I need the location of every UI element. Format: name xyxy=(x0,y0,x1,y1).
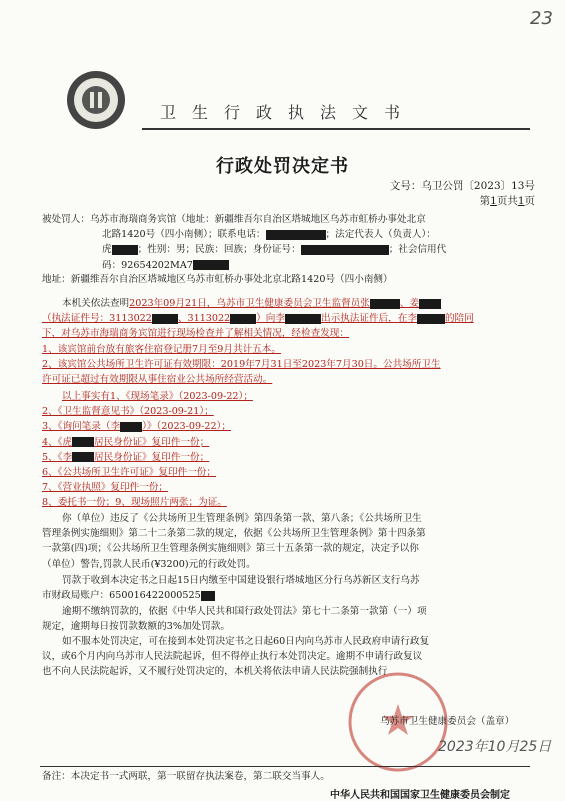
late-fee-section xyxy=(42,604,534,634)
header-divider xyxy=(142,128,530,130)
appeal-section xyxy=(42,634,534,680)
evidence-item-4: 4、《虎 居民身份证》复印件一份； xyxy=(42,436,210,448)
evidence-item-8: 8、委托书一份；9、现场照片两张；为证。 xyxy=(42,497,227,509)
evidence-section xyxy=(42,389,534,511)
document-number: 文号：乌卫公罚〔2023〕13号 xyxy=(389,180,535,192)
redaction xyxy=(266,230,326,240)
redaction xyxy=(230,314,256,324)
handwritten-date: 2023年10月25日 xyxy=(438,739,552,755)
footer-divider xyxy=(40,766,530,767)
issuing-authority: 乌苏市卫生健康委员会（盖章） xyxy=(380,716,515,727)
appeal-line-3: 也不向人民法院起诉，又不履行处罚决定的，本机关将依法申请人民法院强制执行 xyxy=(42,666,388,678)
evidence-item-3: 3、《询问笔录（李 ）》（2023-09-22）； xyxy=(42,421,231,433)
redaction xyxy=(72,437,94,447)
address-line: 地址：新疆维吾尔自治区塔城地区乌苏市虹桥办事处北京北路1420号（四小南侧） xyxy=(42,274,393,285)
finding-1: 1、该宾馆前台放有旅客住宿登记册7月至9月共计五本。 xyxy=(42,343,281,355)
bottom-issuer: 中华人民共和国国家卫生健康委员会制定 xyxy=(330,790,510,801)
decision-line-4: （单位）警告,罚款人民币(¥3200)元的行政处罚。 xyxy=(42,558,256,570)
facts-line-1: 本机关依法查明2023年09月21日，乌苏市卫生健康委员会卫生监督员张 、姜 xyxy=(42,296,534,311)
footer-note: 备注：本决定书一式两联，第一联留存执法案卷，第二联交当事人。 xyxy=(42,771,330,782)
facts-line-2: （执法证件号：3113022 、3113022 ）向李 出示执法证件后，在李 的陪同 xyxy=(42,313,474,325)
evidence-item-2: 2、《卫生监督意见书》（2023-09-21）； xyxy=(42,406,214,418)
party-line-2: 北路1420号（四小南侧）；联系电话： ；法定代表人（负责人）： xyxy=(102,229,436,241)
appeal-line-1: 如不服本处罚决定，可在接到本处罚决定书之日起60日内向乌苏市人民政府申请行政复 xyxy=(62,636,430,647)
redaction xyxy=(120,422,142,432)
redaction xyxy=(112,245,138,255)
redaction xyxy=(301,245,389,255)
redaction xyxy=(193,260,229,270)
redaction xyxy=(285,314,321,324)
header-title: 卫生行政执法文书 xyxy=(160,103,417,122)
decision-line-1: 你（单位）违反了《公共场所卫生管理条例》第四条第一款、第八条；《公共场所卫生 xyxy=(62,513,422,524)
document-title: 行政处罚决定书 xyxy=(216,156,349,177)
late-line-1: 逾期不缴纳罚款的，依据《中华人民共和国行政处罚法》第七十二条第一款第（一）项 xyxy=(62,606,427,617)
party-line-3: 虎 ；性别：男；民族：回族；身份证号： ；社会信用代 xyxy=(102,244,447,256)
decision-section xyxy=(42,511,534,572)
redaction xyxy=(201,591,215,601)
redaction xyxy=(417,314,445,324)
evidence-item-5: 5、《李 居民身份证》复印件一份； xyxy=(42,451,210,463)
facts-line-3: 下，对乌苏市海瑞商务宾馆进行现场检查并了解相关情况，经检查发现： xyxy=(42,328,349,340)
evidence-item-6: 6、《公共场所卫生许可证》复印件一份； xyxy=(42,467,216,479)
redaction xyxy=(370,299,400,309)
late-line-2: 规定，逾期每日按罚款数额的3%加处罚款。 xyxy=(42,621,230,633)
appeal-line-2: 议，或6个月内向乌苏市人民法院起诉，但不得停止执行本处罚决定。逾期不申请行政复议 xyxy=(42,651,423,663)
decision-line-2: 管理条例实施细则》第二十二条第二款的规定，依据《公共场所卫生管理条例》第十四条第 xyxy=(42,528,426,540)
evidence-intro: 以上事实有1、《现场笔录》（2023-09-22）； xyxy=(62,391,253,402)
payment-line-1: 罚款于收到本决定书之日起15日内缴至中国建设银行塔城地区分行乌苏新区支行乌苏 xyxy=(62,575,420,586)
finding-2a: 2、该宾馆公共场所卫生许可证有效期限：2019年7月31日至2023年7月30日。公共场所卫生 xyxy=(42,358,441,370)
party-info xyxy=(42,212,532,273)
finding-2b: 许可证已超过有效期限从事住宿业公共场所经营活动。 xyxy=(42,374,273,386)
payment-line-2: 市财政局账户：650016422000525 xyxy=(42,588,534,603)
decision-line-3: 一款第(四)项；《公共场所卫生管理条例实施细则》第三十五条第一款的规定，决定予以你 xyxy=(42,543,419,555)
payment-section xyxy=(42,573,534,603)
party-line-4: 码：92654202MA7 xyxy=(42,258,532,273)
redaction xyxy=(419,299,441,309)
facts-section xyxy=(42,296,534,387)
redaction xyxy=(152,314,178,324)
handwritten-page-mark: 23 xyxy=(530,8,553,29)
redaction xyxy=(72,452,94,462)
page-info: 第1页共1页 xyxy=(479,195,535,207)
health-emblem-icon xyxy=(66,70,126,130)
party-line-1: 被处罚人：乌苏市海瑞商务宾馆（地址：新疆维吾尔自治区塔城地区乌苏市虹桥办事处北京 xyxy=(42,214,426,225)
evidence-item-7: 7、《营业执照》复印件一份； xyxy=(42,482,169,494)
